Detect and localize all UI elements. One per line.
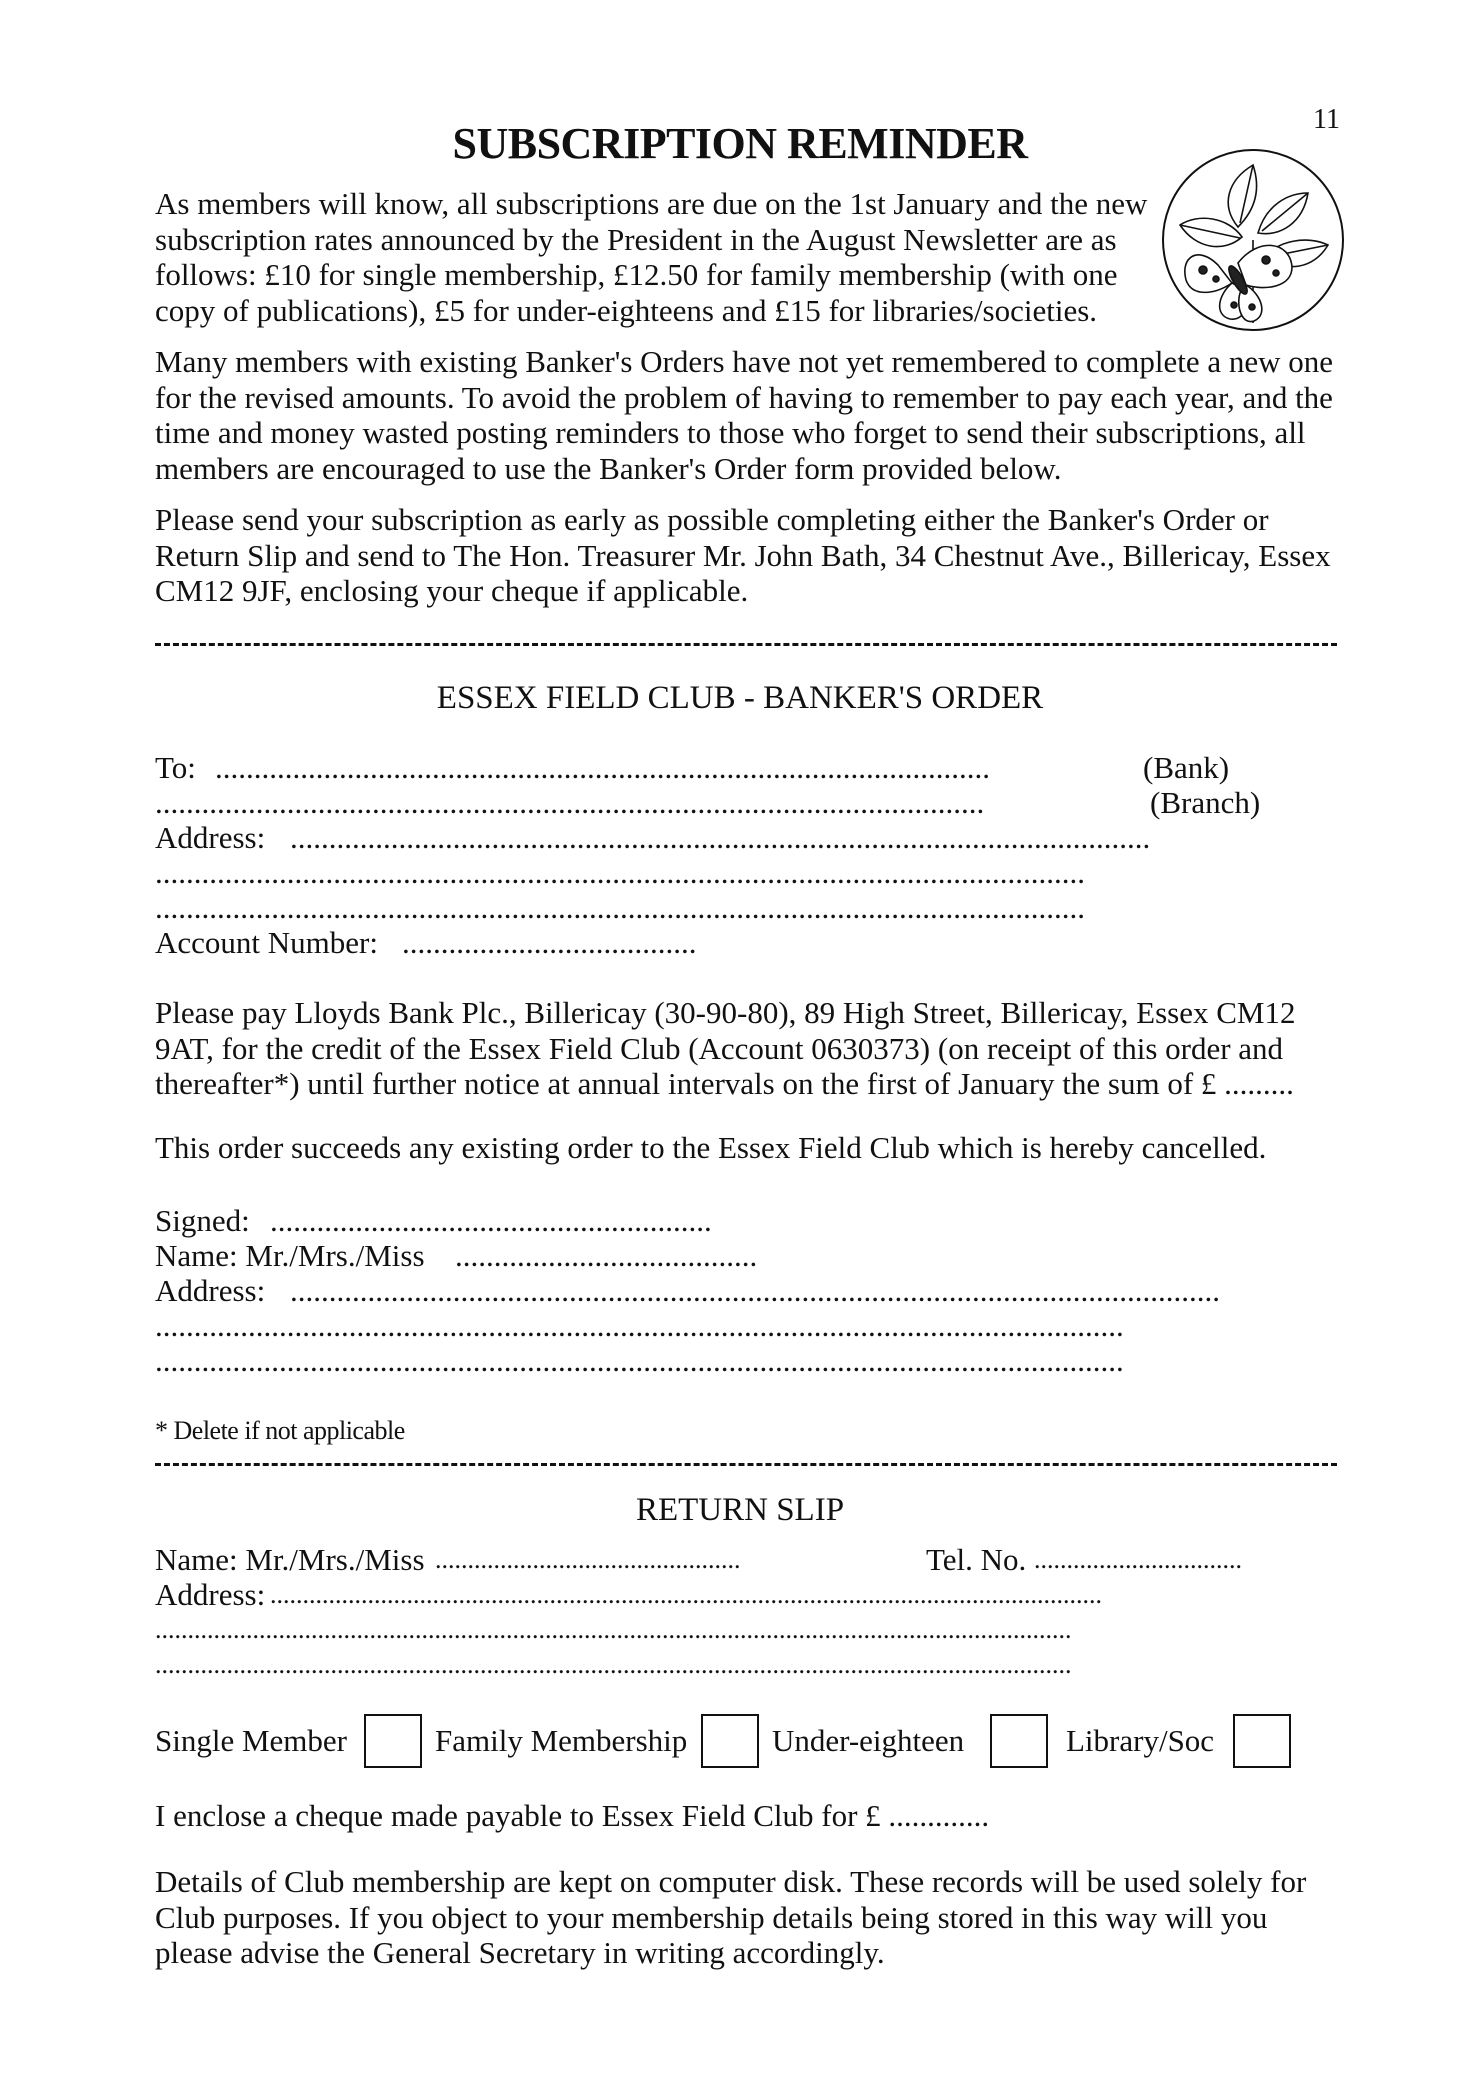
member-address-line[interactable]: ............................................................................................................................. — [155, 1343, 1124, 1378]
checkbox-under-eighteen[interactable] — [990, 1714, 1048, 1768]
option-label-family-membership: Family Membership — [435, 1723, 688, 1758]
checkbox-single-member[interactable] — [364, 1714, 422, 1768]
privacy-notice — [155, 1864, 1306, 1971]
name-field[interactable]: ....................................... — [455, 1238, 758, 1273]
tel-field[interactable]: ................................ — [1034, 1545, 1242, 1574]
payment-instruction-paragraph — [155, 995, 1295, 1102]
address-label: Address: — [155, 820, 266, 855]
intro-line: subscription rates announced by the President in the August Newsletter are as — [155, 221, 1117, 257]
return-address-field[interactable]: ................................................................................................................................ — [270, 1580, 1102, 1609]
option-label-single-member: Single Member — [155, 1723, 347, 1758]
paragraph-line: thereafter*) until further notice at annual intervals on the first of January the sum of £ ......... — [155, 1066, 1294, 1101]
return-slip-heading: RETURN SLIP — [635, 1492, 845, 1528]
name-label: Name: Mr./Mrs./Miss — [155, 1542, 425, 1577]
branch-label: (Branch) — [1150, 785, 1261, 820]
checkbox-library-soc[interactable] — [1233, 1714, 1291, 1768]
paragraph-line: CM12 9JF, enclosing your cheque if applicable. — [155, 573, 749, 608]
paragraph-line: Return Slip and send to The Hon. Treasurer Mr. John Bath, 34 Chestnut Ave., Billericay, Essex — [155, 537, 1331, 573]
to-label: To: — [155, 750, 196, 785]
page-number: 11 — [1313, 104, 1340, 135]
tel-label: Tel. No. — [926, 1542, 1027, 1577]
footnote: * Delete if not applicable — [155, 1416, 405, 1445]
page-title: SUBSCRIPTION REMINDER — [452, 119, 1028, 168]
option-label-under-eighteen: Under-eighteen — [772, 1723, 965, 1758]
paragraph-line: Please pay Lloyds Bank Plc., Billericay (30-90-80), 89 High Street, Billericay, Essex CM12 — [155, 995, 1296, 1030]
return-address-line[interactable]: ............................................................................................................................................. — [155, 1615, 1072, 1644]
paragraph-line: for the revised amounts. To avoid the problem of having to remember to pay each year, and the — [155, 379, 1333, 415]
return-address-line[interactable]: ............................................................................................................................................. — [155, 1650, 1072, 1679]
member-address-line[interactable]: ............................................................................................................................. — [155, 1308, 1124, 1343]
paragraph-line: Club purposes. If you object to your membership details being stored in this way will you — [155, 1899, 1268, 1935]
bank-address-field[interactable]: ............................................................................................................... — [290, 820, 1151, 855]
cut-line-divider — [155, 643, 1337, 646]
intro-paragraph — [155, 186, 1147, 328]
club-emblem-icon — [1158, 145, 1348, 335]
paragraph-line: please advise the General Secretary in writing accordingly. — [155, 1935, 885, 1970]
paragraph-line: Please send your subscription as early as possible completing either the Banker's Order or — [155, 502, 1269, 537]
account-number-label: Account Number: — [155, 925, 378, 960]
checkbox-family-membership[interactable] — [701, 1714, 759, 1768]
bank-label: (Bank) — [1143, 750, 1230, 785]
intro-line: As members will know, all subscriptions are due on the 1st January and the new — [155, 186, 1148, 221]
signature-field[interactable]: ......................................................... — [270, 1203, 712, 1238]
bankers-order-reminder-paragraph — [155, 344, 1333, 486]
paragraph-line: 9AT, for the credit of the Essex Field Club (Account 0630373) (on receipt of this order and — [155, 1030, 1284, 1066]
account-number-field[interactable]: ...................................... — [402, 925, 697, 960]
option-label-library-soc: Library/Soc — [1066, 1723, 1215, 1758]
bank-name-field[interactable]: .................................................................................................... — [215, 750, 990, 785]
return-name-field[interactable]: ............................................... — [435, 1545, 741, 1574]
order-succeeds-text: This order succeeds any existing order to the Essex Field Club which is hereby cancelled. — [155, 1130, 1267, 1165]
member-address-field[interactable]: ........................................................................................................................ — [290, 1273, 1220, 1308]
intro-line: copy of publications), £5 for under-eighteens and £15 for libraries/societies. — [155, 292, 1098, 328]
send-instructions-paragraph — [155, 502, 1331, 609]
paragraph-line: Many members with existing Banker's Orders have not yet remembered to complete a new one — [155, 344, 1334, 379]
name-label: Name: Mr./Mrs./Miss — [155, 1238, 425, 1273]
signed-label: Signed: — [155, 1203, 250, 1238]
bank-address-line[interactable]: ........................................................................................................................ — [155, 890, 1085, 925]
bankers-order-heading: ESSEX FIELD CLUB - BANKER'S ORDER — [436, 680, 1044, 716]
bank-address-line[interactable]: ........................................................................................................................ — [155, 855, 1085, 890]
cheque-text: I enclose a cheque made payable to Essex Field Club for £ ............. — [155, 1798, 990, 1833]
intro-line: follows: £10 for single membership, £12.50 for family membership (with one — [155, 257, 1118, 292]
cut-line-divider — [155, 1463, 1337, 1466]
address-label: Address: — [155, 1577, 266, 1612]
paragraph-line: members are encouraged to use the Banker's Order form provided below. — [155, 450, 1062, 486]
address-label: Address: — [155, 1273, 266, 1308]
branch-field[interactable]: ........................................................................................................... — [155, 785, 985, 820]
paragraph-line: time and money wasted posting reminders to those who forget to send their subscriptions, all — [155, 415, 1306, 450]
paragraph-line: Details of Club membership are kept on computer disk. These records will be used solely for — [155, 1864, 1307, 1899]
